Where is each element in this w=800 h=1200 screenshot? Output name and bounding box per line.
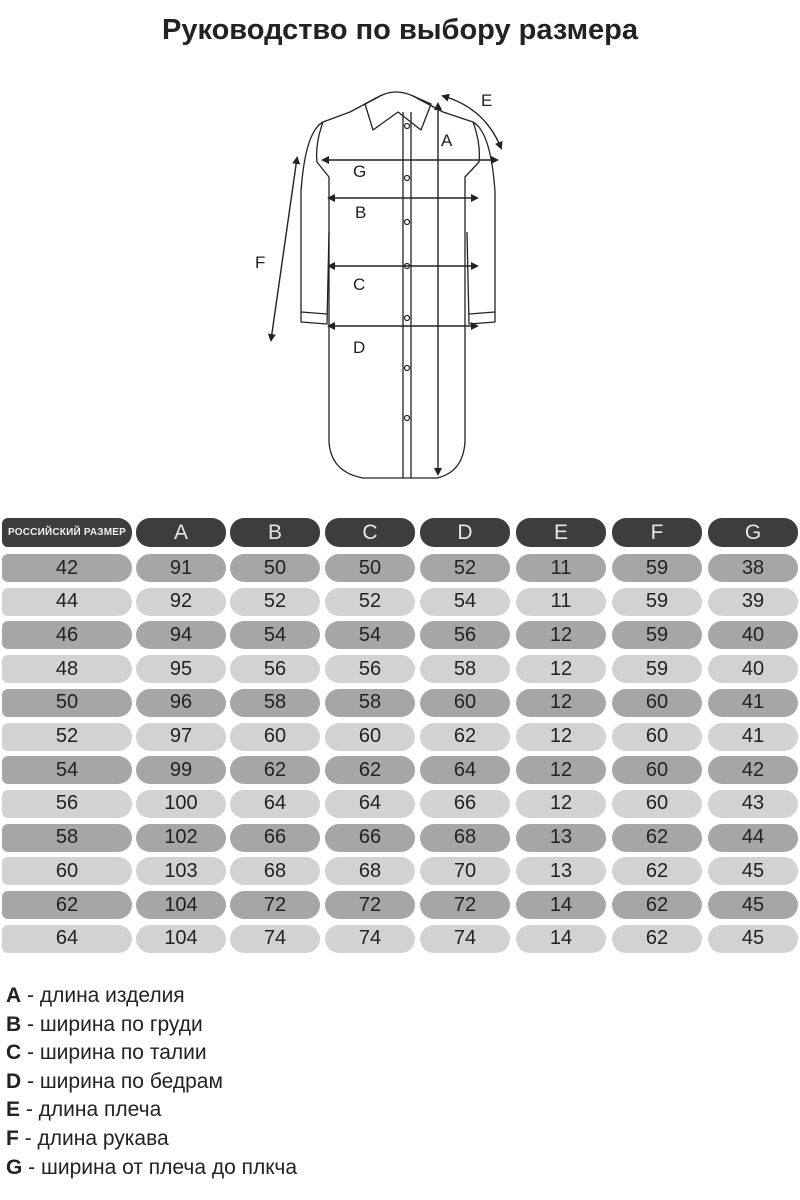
header-g: G — [708, 518, 798, 547]
cell-a: 104 — [136, 925, 226, 953]
legend-text: - ширина от плеча до плкча — [22, 1155, 298, 1179]
cell-d: 52 — [420, 554, 510, 582]
cell-b: 66 — [230, 824, 320, 852]
legend-key: G — [6, 1155, 23, 1179]
cell-e: 11 — [516, 554, 606, 582]
cell-size: 62 — [2, 891, 132, 919]
cell-c: 56 — [325, 655, 415, 683]
cell-size: 60 — [2, 857, 132, 885]
cell-c: 68 — [325, 857, 415, 885]
legend-text: - длина плеча — [20, 1098, 162, 1122]
cell-b: 60 — [230, 723, 320, 751]
cell-f: 62 — [612, 824, 702, 852]
cell-d: 64 — [420, 756, 510, 784]
cell-b: 52 — [230, 588, 320, 616]
cell-f: 60 — [612, 689, 702, 717]
cell-c: 54 — [325, 621, 415, 649]
legend-key: C — [6, 1041, 22, 1065]
cell-d: 58 — [420, 655, 510, 683]
cell-d: 66 — [420, 790, 510, 818]
cell-e: 12 — [516, 655, 606, 683]
shirt-diagram — [245, 82, 525, 497]
cell-f: 60 — [612, 723, 702, 751]
cell-a: 91 — [136, 554, 226, 582]
page-title: Руководство по выбору размера — [161, 14, 638, 46]
cell-f: 59 — [612, 588, 702, 616]
cell-f: 62 — [612, 925, 702, 953]
legend-item-d — [6, 1068, 297, 1097]
cell-b: 54 — [230, 621, 320, 649]
cell-a: 97 — [136, 723, 226, 751]
cell-size: 46 — [2, 621, 132, 649]
cell-f: 62 — [612, 857, 702, 885]
cell-a: 96 — [136, 689, 226, 717]
cell-g: 40 — [708, 621, 798, 649]
legend-item-f — [6, 1125, 297, 1154]
cell-e: 12 — [516, 723, 606, 751]
header-russian-size: РОССИЙСКИЙ РАЗМЕР — [2, 518, 132, 547]
cell-f: 60 — [612, 790, 702, 818]
cell-d: 74 — [420, 925, 510, 953]
cell-b: 58 — [230, 689, 320, 717]
label-b: B — [355, 203, 367, 222]
header-f: F — [612, 518, 702, 547]
label-e: E — [481, 91, 493, 110]
cell-e: 12 — [516, 756, 606, 784]
label-c: C — [353, 275, 366, 294]
cell-f: 60 — [612, 756, 702, 784]
label-d: D — [353, 338, 366, 357]
cell-g: 41 — [708, 723, 798, 751]
cell-b: 68 — [230, 857, 320, 885]
legend-item-g — [6, 1154, 297, 1183]
label-f: F — [255, 253, 266, 272]
cell-c: 52 — [325, 588, 415, 616]
cell-c: 74 — [325, 925, 415, 953]
header-d: D — [420, 518, 510, 547]
legend-text: - длина рукава — [18, 1126, 169, 1150]
cell-d: 56 — [420, 621, 510, 649]
legend-item-e — [6, 1096, 297, 1125]
cell-size: 50 — [2, 689, 132, 717]
cell-a: 103 — [136, 857, 226, 885]
legend-text: - ширина по бедрам — [21, 1069, 223, 1093]
cell-d: 60 — [420, 689, 510, 717]
cell-g: 45 — [708, 891, 798, 919]
legend-key: E — [6, 1098, 21, 1122]
legend-key: D — [6, 1069, 22, 1093]
cell-d: 62 — [420, 723, 510, 751]
size-table — [0, 518, 800, 958]
cell-b: 50 — [230, 554, 320, 582]
legend-item-c — [6, 1039, 297, 1068]
header-c: C — [325, 518, 415, 547]
cell-a: 100 — [136, 790, 226, 818]
cell-e: 12 — [516, 621, 606, 649]
cell-a: 104 — [136, 891, 226, 919]
cell-c: 72 — [325, 891, 415, 919]
cell-size: 64 — [2, 925, 132, 953]
cell-g: 40 — [708, 655, 798, 683]
cell-d: 70 — [420, 857, 510, 885]
cell-a: 92 — [136, 588, 226, 616]
cell-g: 45 — [708, 925, 798, 953]
cell-size: 44 — [2, 588, 132, 616]
cell-c: 50 — [325, 554, 415, 582]
cell-size: 48 — [2, 655, 132, 683]
cell-a: 99 — [136, 756, 226, 784]
cell-size: 58 — [2, 824, 132, 852]
header-e: E — [516, 518, 606, 547]
legend-item-a — [6, 982, 297, 1011]
legend-key: F — [6, 1126, 19, 1150]
cell-b: 62 — [230, 756, 320, 784]
cell-g: 43 — [708, 790, 798, 818]
cell-g: 38 — [708, 554, 798, 582]
legend-key: B — [6, 1012, 22, 1036]
cell-g: 45 — [708, 857, 798, 885]
cell-size: 54 — [2, 756, 132, 784]
cell-f: 59 — [612, 621, 702, 649]
header-b: B — [230, 518, 320, 547]
cell-size: 52 — [2, 723, 132, 751]
cell-a: 94 — [136, 621, 226, 649]
cell-g: 44 — [708, 824, 798, 852]
cell-d: 72 — [420, 891, 510, 919]
cell-e: 11 — [516, 588, 606, 616]
cell-b: 74 — [230, 925, 320, 953]
cell-g: 41 — [708, 689, 798, 717]
cell-f: 62 — [612, 891, 702, 919]
cell-d: 68 — [420, 824, 510, 852]
cell-c: 60 — [325, 723, 415, 751]
cell-e: 13 — [516, 857, 606, 885]
cell-a: 95 — [136, 655, 226, 683]
label-a: A — [441, 131, 453, 150]
header-a: A — [136, 518, 226, 547]
cell-size: 56 — [2, 790, 132, 818]
legend-text: - ширина по груди — [21, 1012, 203, 1036]
cell-g: 39 — [708, 588, 798, 616]
legend — [6, 982, 297, 1182]
cell-f: 59 — [612, 554, 702, 582]
cell-f: 59 — [612, 655, 702, 683]
legend-text: - ширина по талии — [21, 1041, 207, 1065]
cell-d: 54 — [420, 588, 510, 616]
legend-item-b — [6, 1011, 297, 1040]
label-g: G — [353, 162, 367, 181]
legend-key: A — [6, 984, 22, 1007]
cell-e: 12 — [516, 790, 606, 818]
cell-b: 56 — [230, 655, 320, 683]
cell-e: 12 — [516, 689, 606, 717]
shirt-illustration — [245, 82, 525, 492]
cell-e: 13 — [516, 824, 606, 852]
cell-c: 66 — [325, 824, 415, 852]
cell-c: 62 — [325, 756, 415, 784]
legend-text: - длина изделия — [21, 984, 185, 1007]
cell-b: 72 — [230, 891, 320, 919]
cell-a: 102 — [136, 824, 226, 852]
cell-b: 64 — [230, 790, 320, 818]
cell-g: 42 — [708, 756, 798, 784]
cell-size: 42 — [2, 554, 132, 582]
cell-e: 14 — [516, 925, 606, 953]
cell-e: 14 — [516, 891, 606, 919]
cell-c: 64 — [325, 790, 415, 818]
cell-c: 58 — [325, 689, 415, 717]
